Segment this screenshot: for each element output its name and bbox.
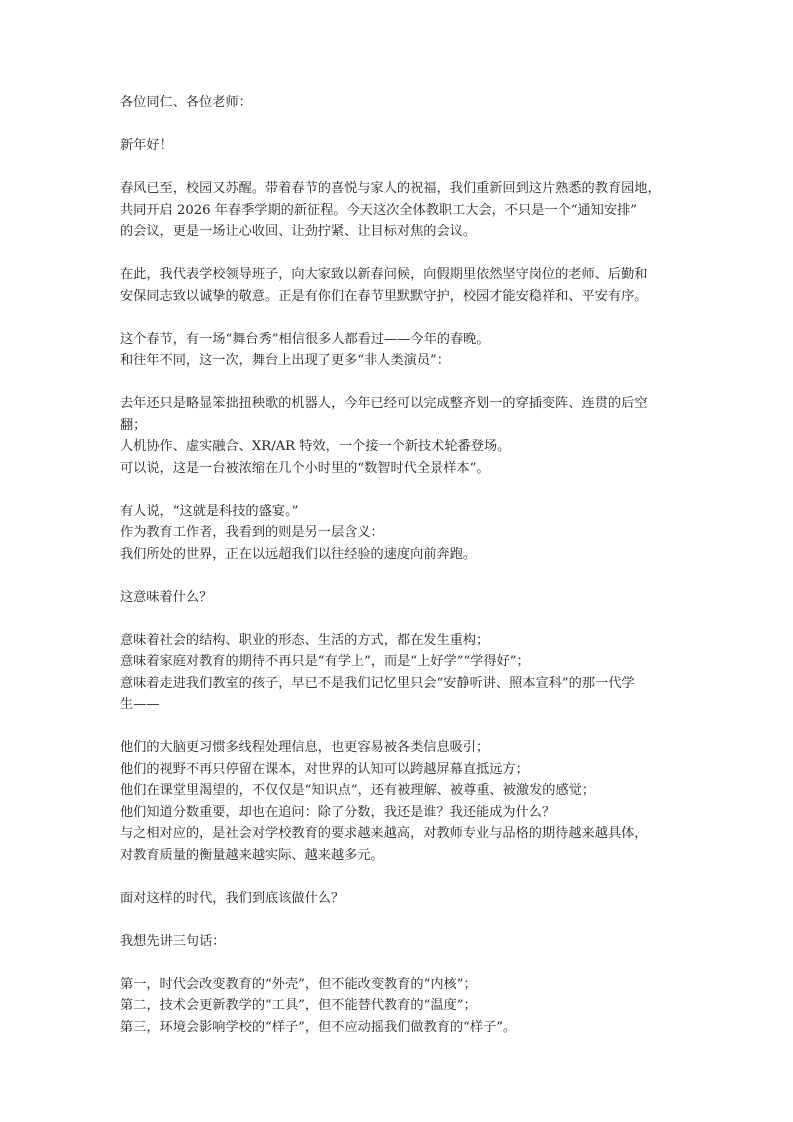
text-line: 作为教育工作者，我看到的则是另一层含义： xyxy=(120,525,384,540)
text-line: 的会议，更是一场让心收回、让劲拧紧、让目标对焦的会议。 xyxy=(120,224,477,239)
paragraph-implications xyxy=(120,630,690,716)
text-line: 去年还只是略显笨拙扭秧歌的机器人，今年已经可以完成整齐划一的穿插变阵、连贯的后空 xyxy=(120,396,648,411)
text-line: 这个春节，有一场“舞台秀”相信很多人都看过——今年的春晚。 xyxy=(120,331,490,347)
text-line: 生—— xyxy=(120,697,160,712)
question-meaning xyxy=(120,587,690,609)
text-line: 安保同志致以诚挚的敬意。正是有你们在春节里默默守护，校园才能安稳祥和、平安有序。 xyxy=(120,288,648,304)
paragraph-robots xyxy=(120,393,690,479)
text-line: 第三，环境会影响学校的“样子”，但不应动摇我们做教育的“样子”。 xyxy=(120,1019,517,1035)
text-line: 各位同仁、各位老师： xyxy=(120,95,252,110)
text-line: 第二，技术会更新教学的“工具”，但不能替代教育的“温度”； xyxy=(120,998,477,1013)
text-line: 这意味着什么？ xyxy=(120,589,213,605)
greeting xyxy=(120,135,690,157)
text-line: 他们在课堂里渴望的，不仅仅是“知识点”，还有被理解、被尊重、被激发的感觉； xyxy=(120,783,596,798)
text-line: 翻； xyxy=(120,417,147,433)
text-line: 他们的视野不再只停留在课本，对世界的认知可以跨越屏幕直抵远方； xyxy=(120,761,529,777)
paragraph-students xyxy=(120,737,690,866)
text-line: 对教育质量的衡量越来越实际、越来越多元。 xyxy=(120,847,384,863)
text-line: 面对这样的时代，我们到底该做什么？ xyxy=(120,890,345,906)
text-line: 他们知道分数重要，却也在追问：除了分数，我还是谁？我还能成为什么？ xyxy=(120,804,556,820)
salutation xyxy=(120,92,690,114)
question-what-to-do xyxy=(120,888,690,910)
text-line: 意味着走进我们教室的孩子，早已不是我们记忆里只会“安静听讲、照本宣科”的那一代学 xyxy=(120,675,635,691)
text-line: 我们所处的世界，正在以远超我们以往经验的速度向前奔跑。 xyxy=(120,546,477,562)
paragraph-tech-feast xyxy=(120,501,690,566)
paragraph-spring-gala xyxy=(120,329,690,372)
document-body xyxy=(120,92,690,1060)
text-line: 他们的大脑更习惯多线程处理信息，也更容易被各类信息吸引； xyxy=(120,740,490,755)
text-line: 共同开启 2026 年春季学期的新征程。今天这次全体教职工大会，不只是一个“通知安排” xyxy=(120,202,637,218)
text-line: 第一，时代会改变教育的“外壳”，但不能改变教育的“内核”； xyxy=(120,976,477,992)
text-line: 我想先讲三句话： xyxy=(120,933,226,949)
text-line: 和往年不同，这一次，舞台上出现了更多“非人类演员”： xyxy=(120,353,450,368)
text-line: 意味着家庭对教育的期待不再只是“有学上”，而是“上好学”“学得好”； xyxy=(120,654,530,669)
text-line: 可以说，这是一台被浓缩在几个小时里的“数智时代全景样本”。 xyxy=(120,460,490,476)
text-line: 在此，我代表学校领导班子，向大家致以新春问候，向假期里依然坚守岗位的老师、后勤和 xyxy=(120,267,648,282)
text-line: 春风已至，校园又苏醒。带着春节的喜悦与家人的祝福，我们重新回到这片熟悉的教育园地， xyxy=(120,181,661,196)
paragraph-greetings xyxy=(120,264,690,307)
text-line: 新年好！ xyxy=(120,138,173,153)
text-line: 人机协作、虚实融合、XR/AR 特效，一个接一个新技术轮番登场。 xyxy=(120,439,511,454)
text-line: 意味着社会的结构、职业的形态、生活的方式，都在发生重构； xyxy=(120,632,490,648)
paragraph-opening xyxy=(120,178,690,243)
text-line: 与之相对应的，是社会对学校教育的要求越来越高，对教师专业与品格的期待越来越具体， xyxy=(120,826,648,841)
three-sentences-list xyxy=(120,974,690,1039)
text-line: 有人说，“这就是科技的盛宴。” xyxy=(120,503,299,519)
three-sentences-intro xyxy=(120,931,690,953)
